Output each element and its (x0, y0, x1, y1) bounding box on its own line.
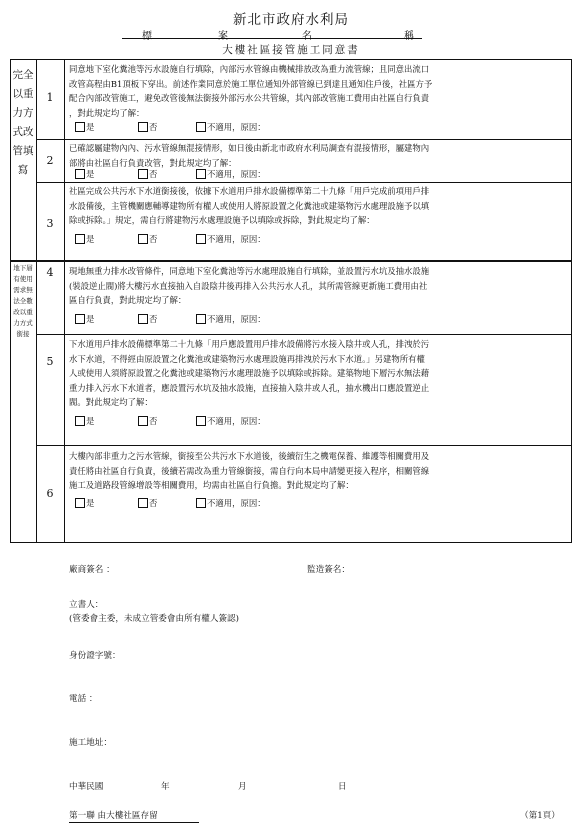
item-line: 施工及道路段管線增設等相關費用，均需由社區自行負擔。對此規定均了解： (69, 480, 354, 490)
option-yes[interactable]: 是 (75, 313, 94, 325)
item-line: 除或拆除。」規定，需自行將建物污水處理設施予以填除或拆除，對此規定均了解： (69, 215, 375, 225)
checkbox-no[interactable] (138, 234, 148, 244)
supervisor-signature-label: 監造簽名： (307, 565, 350, 575)
option-no[interactable]: 否 (138, 121, 157, 133)
item-text (69, 62, 569, 120)
item-options (69, 415, 569, 427)
checkbox-no[interactable] (138, 169, 148, 179)
item-line: 重力排入污水下水道者，應設置污水坑及抽水設施，直接抽入陰井或人孔，抽水機出口應設置逆止 (69, 382, 430, 393)
item-number: 6 (46, 487, 54, 500)
option-yes[interactable]: 是 (75, 121, 94, 133)
option-no[interactable]: 否 (138, 313, 157, 325)
date-era: 中華民國 (69, 782, 104, 792)
table-divider (36, 59, 37, 543)
case-name-underline (122, 38, 422, 39)
page-number: （第1頁） (520, 811, 560, 821)
item-number: 1 (46, 91, 54, 104)
item-options (69, 121, 569, 133)
item-line: 水下水道，不得經由原設置之化糞池或建築物污水處理設施再排洩於污水下水道。」另建物所有權 (69, 353, 425, 364)
case-char: 案 (218, 31, 228, 42)
item-line: 改管高程由B1頂板下穿出。前述作業同意於施工單位通知外部管線已到達且通知住戶後，社區方予 (69, 78, 433, 89)
item-line: (裝設逆止閥)將大樓污水直接抽入自設陰井後再排入公共污水人孔，其所需管線更新施工費用由社 (69, 280, 428, 291)
checkbox-yes[interactable] (75, 498, 85, 508)
category-gravity: 完全以重力方式改管填寫 (12, 69, 34, 176)
checkbox-na[interactable] (196, 314, 206, 324)
option-na[interactable]: 不適用，原因： (196, 313, 266, 325)
option-no[interactable]: 否 (138, 497, 157, 509)
item-line: 部將由社區自行負責改管，對此規定均了解： (69, 157, 237, 168)
checkbox-yes[interactable] (75, 314, 85, 324)
vendor-signature-label: 廠商簽名 ： (69, 565, 115, 575)
item-number: 5 (46, 355, 54, 368)
option-na[interactable]: 不適用，原因： (196, 233, 266, 245)
checkbox-yes[interactable] (75, 169, 85, 179)
item-number: 2 (46, 154, 54, 167)
id-number-label: 身份證字號： (69, 651, 121, 661)
item-line: 閥。對此規定均了解： (69, 397, 153, 407)
phone-label: 電話 ： (69, 694, 98, 704)
item-text (69, 264, 569, 308)
table-divider (10, 260, 572, 262)
item-line: 水設備後，主管機關應輔導建物所有權人或使用人將原設置之化糞池或建築物污水處理設施予以填 (69, 200, 430, 211)
item-number: 4 (46, 266, 54, 279)
copy-note: 第一聯 由大樓社區存留 (69, 811, 158, 821)
item-line: 區自行負責，對此規定均了解： (69, 295, 187, 305)
checkbox-yes[interactable] (75, 234, 85, 244)
item-text (69, 184, 569, 228)
item-line: 社區完成公共污水下水道銜接後，依據下水道用戶排水設備標準第二十九條「用戶完成前項用戶排 (69, 186, 430, 196)
checkbox-na[interactable] (196, 234, 206, 244)
option-no[interactable]: 否 (138, 233, 157, 245)
item-line: 人或使用人須將原設置之化糞池或建築物污水處理設施予以填除或拆除。建築物地下層污水無法藉 (69, 368, 430, 378)
item-line: 同意地下室化糞池等污水設施自行填除，內部污水管線由機械排放改為重力流管線；且同意出流口 (69, 64, 430, 74)
option-yes[interactable]: 是 (75, 233, 94, 245)
table-divider (36, 445, 572, 446)
item-line: 大樓內部非重力之污水管線，銜接至公共污水下水道後，後續衍生之機電保養、維護等相關費用及 (69, 451, 430, 461)
category-non-gravity: 地下層有使用需求無法全數改以重力方式銜接 (13, 264, 33, 338)
item-line: 已確認屬建物內內、污水管線無混接情形，如日後由新北市政府水利局調查有混接情形，屬建物內 (69, 143, 430, 153)
item-line: 下水道用戶排水設備標準第二十九條「用戶應設置用戶排水設備將污水接入陰井或人孔，排洩於污 (69, 339, 430, 349)
option-yes[interactable]: 是 (75, 415, 94, 427)
checkbox-na[interactable] (196, 498, 206, 508)
copy-note-underline (69, 822, 199, 823)
item-options (69, 313, 569, 325)
item-text (69, 141, 569, 170)
table-divider (36, 139, 572, 140)
option-na[interactable]: 不適用，原因： (196, 497, 266, 509)
checkbox-no[interactable] (138, 122, 148, 132)
item-line: 現地無重力排水改管條件，同意地下室化糞池等污水處理設施自行填除，並設置污水坑及抽水設施 (69, 266, 430, 276)
checkbox-na[interactable] (196, 169, 206, 179)
checkbox-no[interactable] (138, 314, 148, 324)
option-na[interactable]: 不適用，原因： (196, 121, 266, 133)
checkbox-no[interactable] (138, 416, 148, 426)
date-day: 日 (338, 782, 347, 792)
checkbox-na[interactable] (196, 416, 206, 426)
option-yes[interactable]: 是 (75, 168, 94, 180)
table-divider (36, 334, 572, 335)
applicant-note: (管委會主委，未成立管委會由所有權人簽認) (69, 614, 239, 624)
option-na[interactable]: 不適用，原因： (196, 415, 266, 427)
item-options (69, 233, 569, 245)
item-options (69, 497, 569, 509)
site-address-label: 施工地址： (69, 738, 112, 748)
case-char: 稱 (404, 31, 414, 42)
checkbox-na[interactable] (196, 122, 206, 132)
case-char: 標 (142, 31, 152, 42)
applicant-label: 立書人： (69, 600, 104, 610)
case-char: 名 (302, 31, 312, 42)
checkbox-yes[interactable] (75, 416, 85, 426)
date-year: 年 (161, 782, 170, 792)
checkbox-no[interactable] (138, 498, 148, 508)
item-text (69, 337, 569, 410)
option-no[interactable]: 否 (138, 415, 157, 427)
item-line: 配合內部改管施工，避免改管後無法銜接外部污水公共管線，其內部改管施工費用由社區自行負責 (69, 93, 430, 103)
table-divider (36, 182, 572, 183)
option-yes[interactable]: 是 (75, 497, 94, 509)
option-na[interactable]: 不適用，原因： (196, 168, 266, 180)
checkbox-yes[interactable] (75, 122, 85, 132)
item-line: ，對此規定均了解： (69, 107, 145, 118)
item-line: 責任將由社區自行負責，後續若需改為重力管線銜接，需自行向本局申請變更接入程序，相關管線 (69, 465, 430, 476)
date-month: 月 (238, 782, 247, 792)
option-no[interactable]: 否 (138, 168, 157, 180)
table-divider (64, 59, 65, 543)
item-options (69, 168, 569, 180)
form-title: 大樓社區接管施工同意書 (222, 44, 360, 56)
agency-title: 新北市政府水利局 (233, 12, 349, 28)
item-number: 3 (46, 217, 54, 230)
item-text (69, 449, 569, 493)
